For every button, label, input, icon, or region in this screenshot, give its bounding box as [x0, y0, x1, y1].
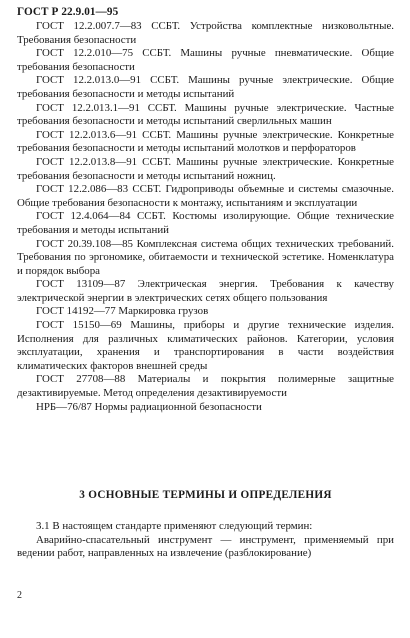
section-body — [17, 520, 394, 561]
reference-item: ГОСТ 12.2.013.6—91 ССБТ. Машины ручные электрические. Конкретные требования безопасности и методы испытаний молотков и перфораторов — [17, 128, 394, 155]
reference-item: ГОСТ 12.2.086—83 ССБТ. Гидроприводы объемные и системы смазочные. Общие требования безопасности к монтажу, испытаниям и эксплуатации — [17, 183, 394, 209]
normative-references-list — [17, 20, 394, 414]
document-code-header: ГОСТ Р 22.9.01—95 — [17, 6, 119, 18]
reference-item: ГОСТ 12.4.064—84 ССБТ. Костюмы изолирующие. Общие технические требования и методы испытаний — [17, 210, 394, 236]
reference-item: ГОСТ 12.2.013.0—91 ССБТ. Машины ручные электрические. Общие требования безопасности и методы испытаний — [17, 74, 394, 100]
reference-item: ГОСТ 14192—77 Маркировка грузов — [36, 305, 209, 318]
reference-item: ГОСТ 20.39.108—85 Комплексная система общих технических требований. Требования по эргономике, обитаемости и технической эстетике. Номенклатура и порядок выбора — [17, 237, 394, 277]
reference-item: ГОСТ 12.2.013.1—91 ССБТ. Машины ручные электрические. Частные требования безопасности и методы испытаний сверлильных машин — [17, 101, 394, 128]
reference-item: ГОСТ 27708—88 Материалы и покрытия полимерные защитные дезактивируемые. Метод определения дезактивируемости — [17, 373, 394, 400]
section-paragraph: 3.1 В настоящем стандарте применяют следующий термин: — [36, 520, 313, 532]
reference-item: ГОСТ 13109—87 Электрическая энергия. Требования к качеству электрической энергии в электрических сетях общего пользования — [17, 278, 394, 304]
term-definition-paragraph: Аварийно-спасательный инструмент — инструмент, применяемый при ведении работ, направленных на извлечение (разблокирование) — [17, 533, 394, 560]
reference-item: ГОСТ 12.2.010—75 ССБТ. Машины ручные пневматические. Общие требования безопасности — [17, 47, 394, 73]
reference-item: НРБ—76/87 Нормы радиационной безопасности — [36, 400, 262, 413]
section-heading: 3 ОСНОВНЫЕ ТЕРМИНЫ И ОПРЕДЕЛЕНИЯ — [79, 489, 332, 501]
reference-item: ГОСТ 12.2.007.7—83 ССБТ. Устройства комплектные низковольтные. Требования безопасности — [17, 20, 394, 46]
reference-item: ГОСТ 15150—69 Машины, приборы и другие технические изделия. Исполнения для различных климатических районов. Категории, условия эксплуатации, хранения и транспортирования в части воздействия климатических факторов внешней среды — [17, 319, 394, 372]
page-number: 2 — [17, 590, 22, 601]
reference-item: ГОСТ 12.2.013.8—91 ССБТ. Машины ручные электрические. Конкретные требования безопасности и методы испытаний ножниц. — [17, 155, 394, 182]
